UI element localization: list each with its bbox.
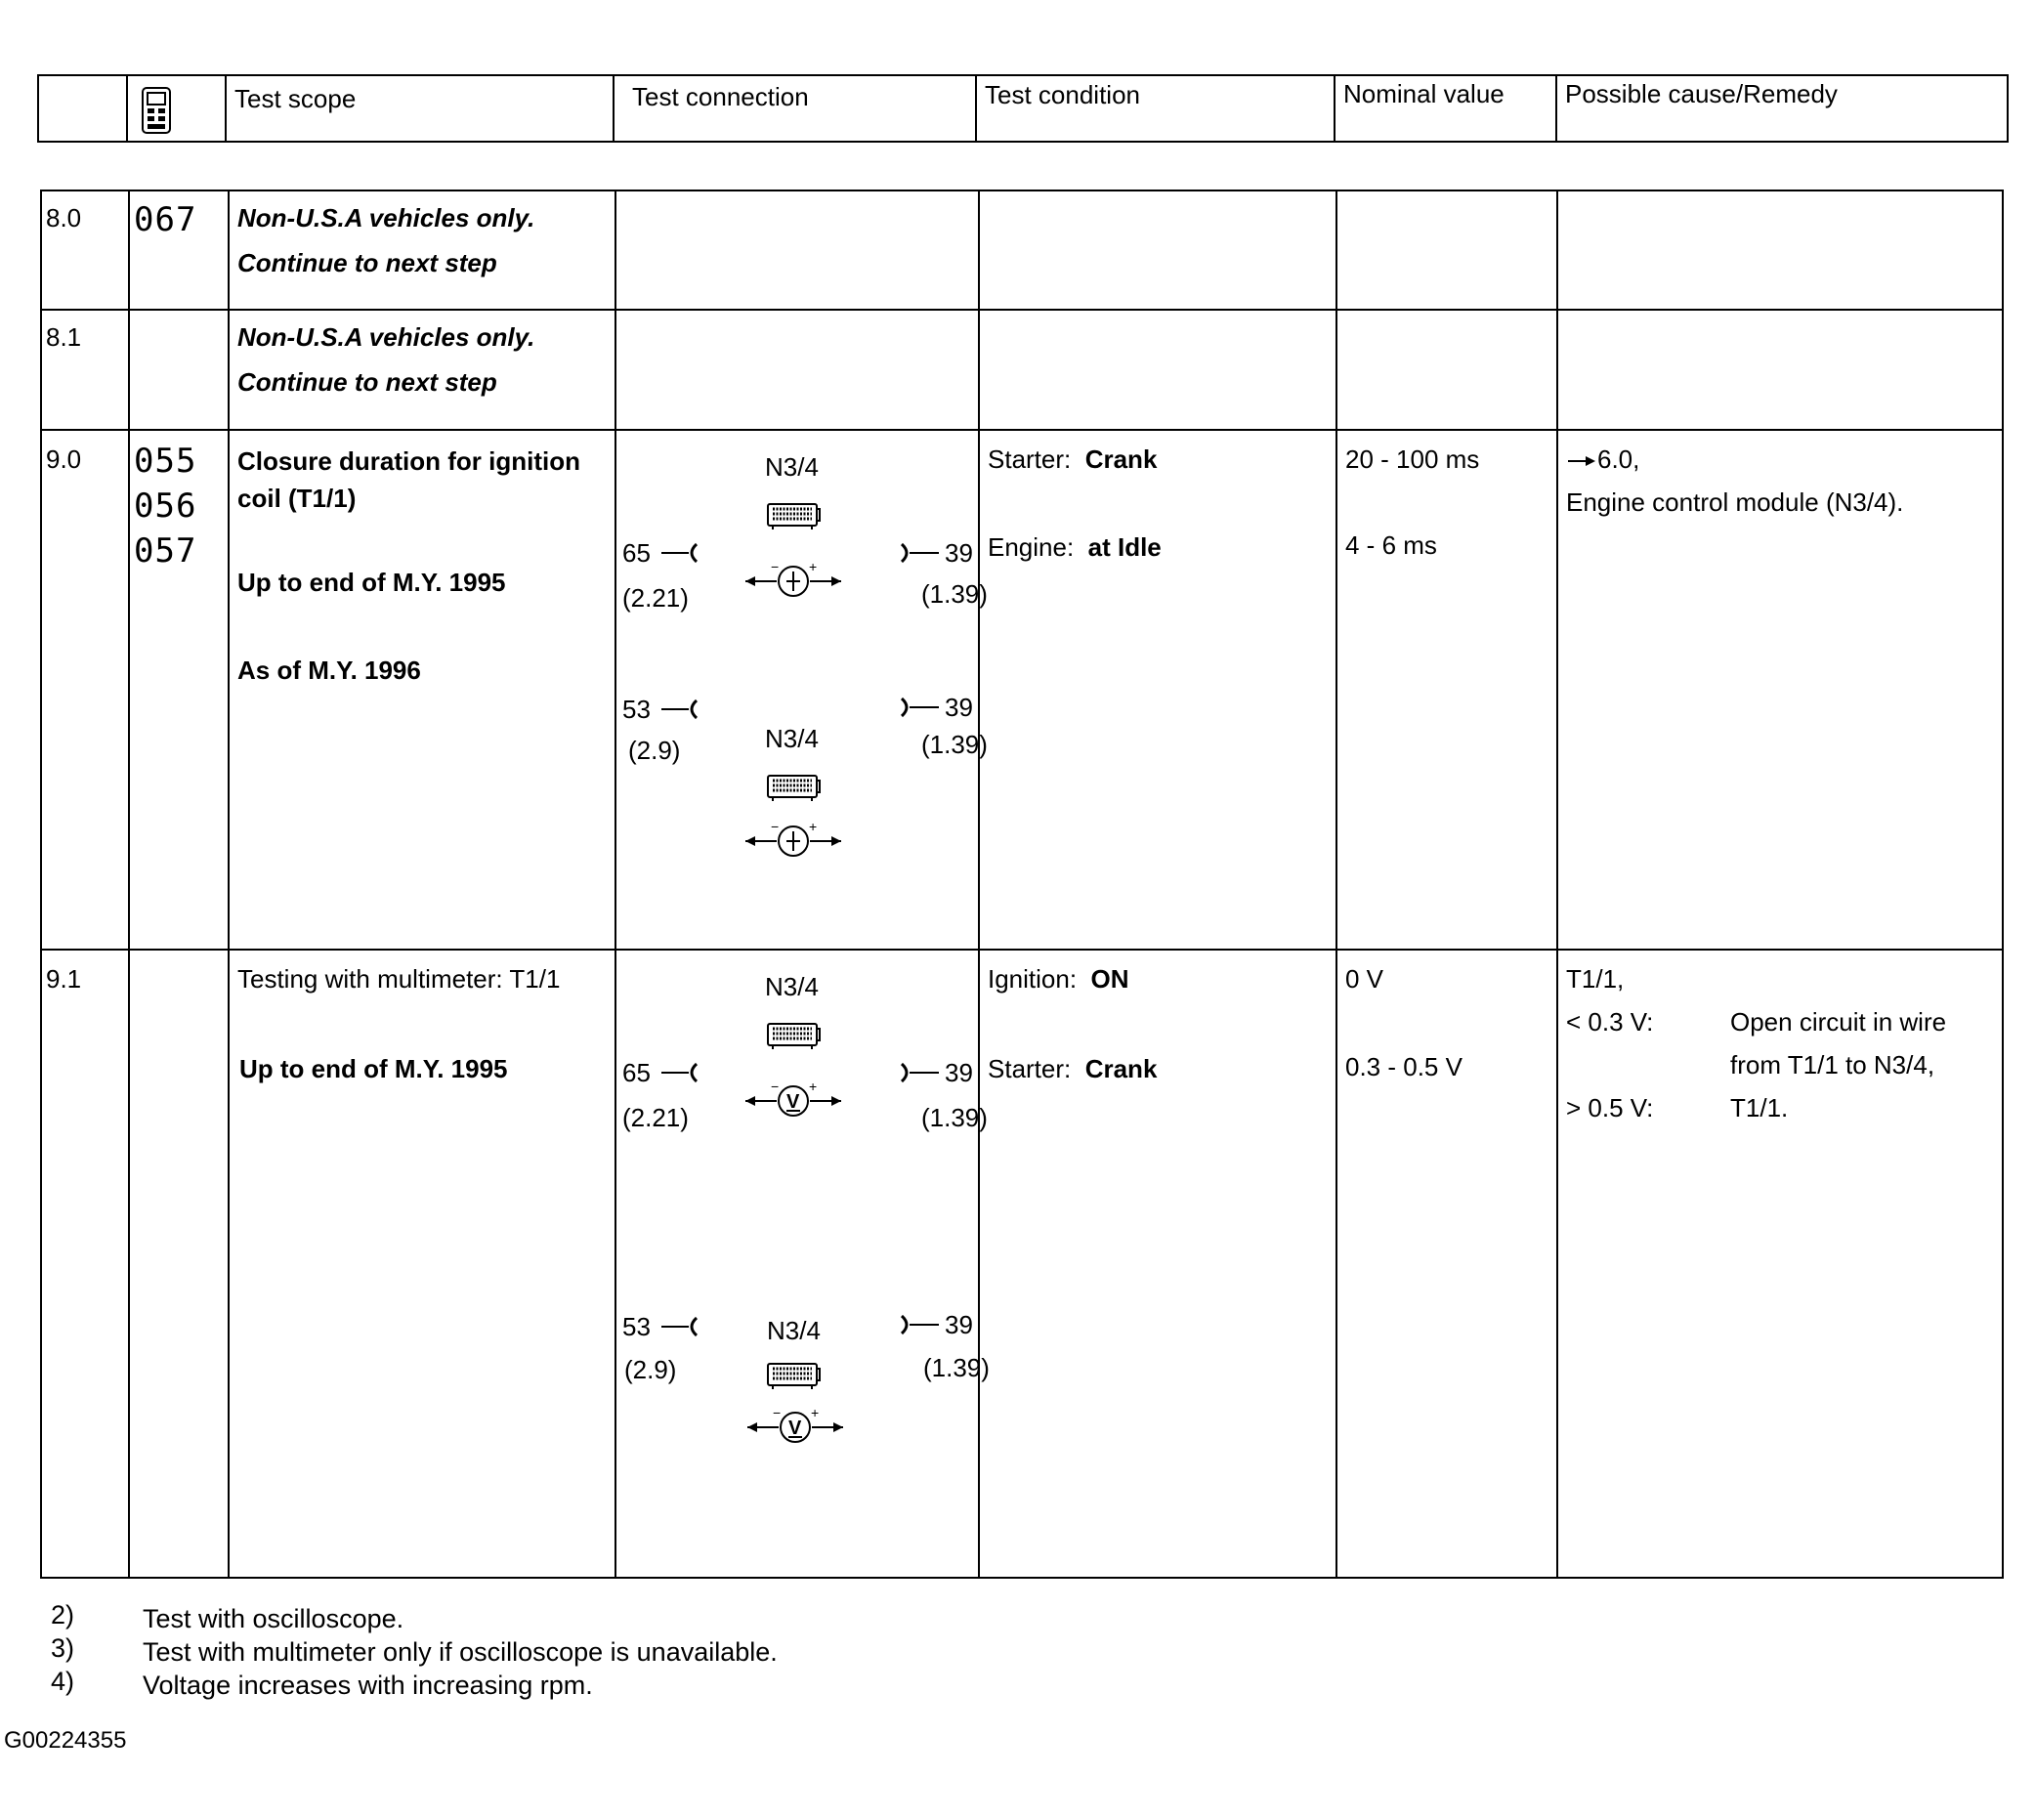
control-module-icon — [765, 1361, 822, 1392]
step-number: 9.1 — [41, 950, 129, 1578]
connection-diagram: N3/4 65 39 (2.21) (1.39) V − + — [622, 972, 988, 1132]
svg-text:−: − — [771, 559, 780, 574]
right-probe-icon — [898, 695, 941, 720]
header-test-condition: Test condition — [976, 75, 1335, 142]
test-steps-table — [40, 190, 2004, 1579]
svg-text:+: + — [809, 559, 818, 574]
voltmeter-icon — [743, 1078, 843, 1122]
figure-id: G00224355 — [4, 1727, 127, 1754]
step-number: 8.0 — [41, 190, 129, 310]
svg-text:−: − — [771, 819, 780, 834]
test-connection — [615, 190, 979, 310]
tester-code: 055 056 057 — [129, 430, 229, 950]
header-test-connection: Test connection — [614, 75, 976, 142]
right-probe-icon — [898, 540, 941, 566]
svg-text:+: + — [809, 1079, 818, 1094]
svg-text:+: + — [809, 819, 818, 834]
control-module-icon — [765, 501, 822, 532]
test-connection — [615, 950, 990, 1578]
table-row — [41, 950, 2003, 1578]
test-connection — [615, 430, 988, 950]
nominal-value — [1336, 310, 1557, 430]
control-module-icon — [765, 1021, 822, 1052]
step-number: 9.0 — [41, 430, 129, 950]
possible-cause — [1557, 310, 2003, 430]
tester-code — [129, 950, 229, 1578]
possible-cause: T1/1, < 0.3 V: Open circuit in wire from T1/1 to N3/4, > 0.5 V: T1/1. — [1557, 950, 2003, 1578]
svg-text:V: V — [786, 1091, 800, 1113]
svg-text:+: + — [811, 1405, 820, 1420]
arrow-right-icon — [1566, 453, 1597, 469]
voltmeter-icon — [745, 1404, 845, 1449]
tester-code — [129, 310, 229, 430]
connection-diagram: 53 N3/4 39 (2.9) (1.39) V − + — [616, 1302, 980, 1537]
test-scope: Closure duration for ignition coil (T1/1) Up to end of M.Y. 1995 As of M.Y. 1996 — [229, 430, 615, 950]
svg-text:−: − — [773, 1405, 782, 1420]
header-blank-cell — [38, 75, 127, 142]
header-table — [37, 74, 2009, 143]
nominal-value: 20 - 100 ms 4 - 6 ms — [1336, 430, 1557, 950]
test-condition: Starter: Crank Engine: at Idle — [979, 430, 1336, 950]
test-connection — [615, 310, 979, 430]
test-condition — [979, 190, 1336, 310]
connection-diagram: 53 39 (2.9) (1.39) N3/4 − + — [616, 681, 980, 915]
nominal-value — [1336, 190, 1557, 310]
test-condition: Ignition: ON Starter: Crank — [979, 950, 1336, 1578]
control-module-icon — [765, 773, 822, 804]
hand-held-tester-icon — [140, 86, 173, 135]
table-row — [41, 190, 2003, 310]
right-probe-icon — [898, 1060, 941, 1085]
header-tester-cell — [127, 75, 226, 142]
test-scope: Non-U.S.A vehicles only. Continue to next step — [229, 190, 615, 310]
right-probe-icon — [898, 1312, 941, 1337]
svg-text:V: V — [788, 1418, 802, 1439]
possible-cause: 6.0, Engine control module (N3/4). — [1557, 430, 2003, 950]
svg-text:−: − — [771, 1079, 780, 1094]
left-probe-icon — [659, 1314, 700, 1339]
left-probe-icon — [659, 1060, 700, 1085]
header-possible-cause: Possible cause/Remedy — [1556, 75, 2008, 142]
footnotes: 2) Test with oscilloscope. 3) Test with multimeter only if oscilloscope is unavailable. 4) Voltage increases with increasing rpm. — [51, 1600, 778, 1700]
test-scope: Non-U.S.A vehicles only. Continue to next step — [229, 310, 615, 430]
step-number: 8.1 — [41, 310, 129, 430]
header-test-scope: Test scope — [226, 75, 614, 142]
test-condition — [979, 310, 1336, 430]
left-probe-icon — [659, 697, 700, 722]
table-row — [41, 430, 2003, 950]
possible-cause — [1557, 190, 2003, 310]
table-row — [41, 310, 2003, 430]
connection-diagram: N3/4 65 39 (2.21) (1.39) − + — [622, 452, 988, 613]
oscilloscope-icon — [743, 558, 843, 603]
left-probe-icon — [659, 540, 700, 566]
oscilloscope-icon — [743, 818, 843, 863]
header-nominal-value: Nominal value — [1335, 75, 1556, 142]
test-scope: Testing with multimeter: T1/1 Up to end of M.Y. 1995 — [229, 950, 615, 1578]
nominal-value: 0 V 0.3 - 0.5 V — [1336, 950, 1557, 1578]
tester-code: 067 — [129, 190, 229, 310]
